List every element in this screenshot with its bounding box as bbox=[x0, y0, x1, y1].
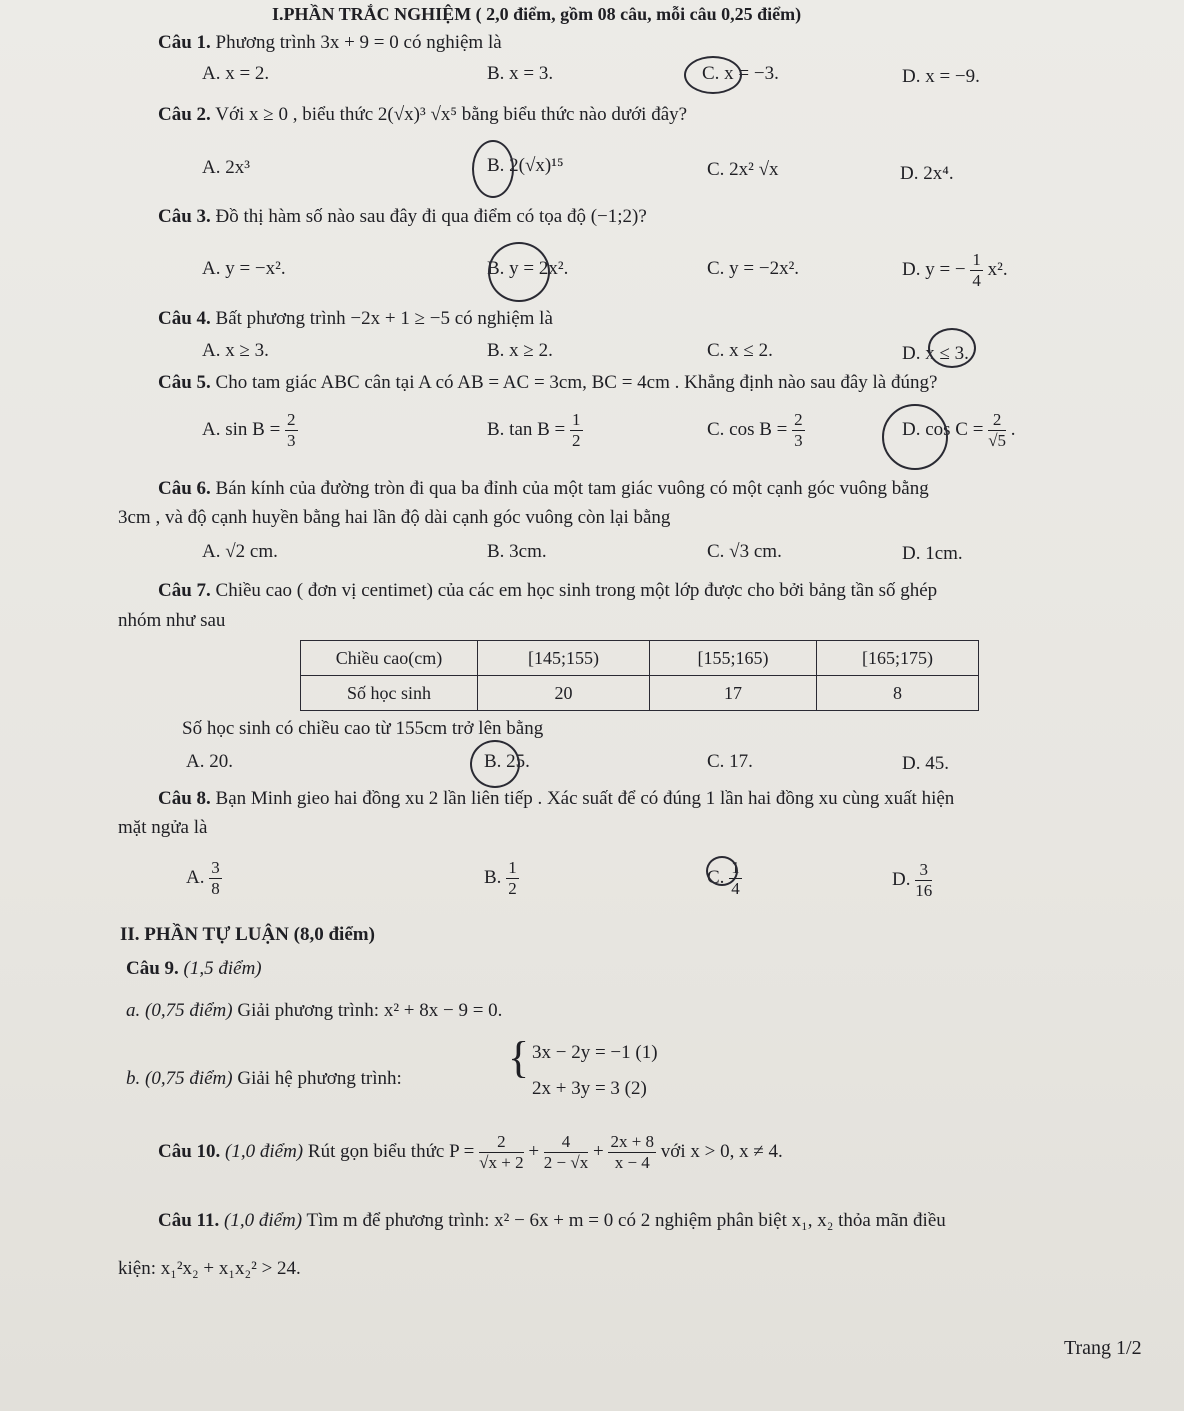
q4-text: Bất phương trình −2x + 1 ≥ −5 có nghiệm là bbox=[215, 308, 553, 329]
q8-option-b-fraction bbox=[506, 858, 519, 899]
table-row bbox=[301, 676, 979, 711]
q5-option-d-post: . bbox=[1010, 418, 1016, 440]
fraction-numerator: 1 bbox=[572, 410, 581, 429]
answer-circle-mark bbox=[684, 56, 742, 94]
q9b-text: Giải hệ phương trình: bbox=[237, 1068, 402, 1089]
table-header-cell: Chiều cao(cm) bbox=[301, 641, 478, 676]
table-row bbox=[301, 641, 979, 676]
table-cell: 20 bbox=[478, 676, 650, 711]
q10-label: Câu 10. bbox=[158, 1140, 221, 1162]
q8-option-b bbox=[484, 858, 519, 899]
answer-circle-mark bbox=[706, 856, 738, 886]
q5-option-c-prefix: C. cos B = bbox=[707, 418, 788, 440]
q5-option-a bbox=[202, 410, 298, 451]
fraction-numerator: 1 bbox=[508, 858, 517, 877]
q5-option-d-fraction bbox=[988, 410, 1006, 451]
q5-option-b bbox=[487, 410, 583, 451]
q7-option-d: D. 45. bbox=[902, 753, 949, 774]
q10-condition: với x > 0, x ≠ 4. bbox=[660, 1140, 783, 1162]
q3-option-d-prefix: D. y = − bbox=[902, 258, 966, 280]
q8-option-d bbox=[892, 860, 932, 901]
fraction-numerator: 3 bbox=[915, 860, 932, 881]
q9-part-a bbox=[126, 1000, 502, 1022]
q8-option-c-prefix: C. bbox=[707, 866, 725, 888]
question-4 bbox=[158, 308, 553, 330]
q9-points: (1,5 điểm) bbox=[183, 958, 262, 979]
q7-option-a: A. 20. bbox=[186, 751, 233, 772]
q4-option-a: A. x ≥ 3. bbox=[202, 340, 269, 361]
q11-points: (1,0 điểm) bbox=[224, 1210, 303, 1231]
q11-text-line-2: kiện: x₁²x₂ + x₁x₂² > 24. bbox=[118, 1258, 301, 1279]
q1-option-b: B. x = 3. bbox=[487, 63, 554, 84]
q7-text-line-3: Số học sinh có chiều cao từ 155cm trở lên bằng bbox=[182, 718, 544, 739]
q8-option-d-fraction bbox=[915, 860, 932, 901]
fraction-denominator: 2 bbox=[572, 431, 581, 450]
q9a-text: Giải phương trình: x² + 8x − 9 = 0. bbox=[237, 1000, 503, 1021]
question-9 bbox=[126, 958, 262, 980]
fraction-denominator: 3 bbox=[287, 431, 296, 450]
question-3 bbox=[158, 206, 647, 228]
answer-circle-mark bbox=[472, 140, 514, 198]
table-header-cell: [145;155) bbox=[478, 641, 650, 676]
q2-option-a: A. 2x³ bbox=[202, 157, 250, 178]
question-1 bbox=[158, 32, 502, 54]
q2-option-c: C. 2x² √x bbox=[707, 159, 779, 180]
q6-option-c: C. √3 cm. bbox=[707, 541, 782, 562]
q6-text-line-1: Bán kính của đường tròn đi qua ba đỉnh của một tam giác vuông có một cạnh góc vuông bằng bbox=[215, 478, 929, 499]
part2-header: II. PHẦN TỰ LUẬN (8,0 điểm) bbox=[120, 924, 375, 945]
q2-label: Câu 2. bbox=[158, 104, 211, 125]
fraction-numerator: 2x + 8 bbox=[610, 1132, 655, 1151]
q10-text: Rút gọn biểu thức P = bbox=[307, 1140, 475, 1162]
fraction-denominator: 2 − √x bbox=[543, 1153, 589, 1172]
fraction-denominator: 4 bbox=[731, 879, 740, 898]
fraction-numerator: 1 bbox=[972, 250, 981, 269]
q8-option-a-prefix: A. bbox=[186, 866, 205, 888]
q11-label: Câu 11. bbox=[158, 1210, 220, 1231]
q5-option-c bbox=[707, 410, 805, 451]
q8-option-a bbox=[186, 858, 222, 899]
q4-label: Câu 4. bbox=[158, 308, 211, 329]
q4-option-c: C. x ≤ 2. bbox=[707, 340, 773, 361]
frequency-table bbox=[300, 640, 979, 711]
q5-label: Câu 5. bbox=[158, 372, 211, 393]
q10-fraction-2 bbox=[544, 1132, 588, 1173]
q7-label: Câu 7. bbox=[158, 580, 211, 601]
question-5 bbox=[158, 372, 937, 394]
q5-option-a-prefix: A. sin B = bbox=[202, 418, 281, 440]
table-cell: 17 bbox=[650, 676, 817, 711]
q1-text: Phương trình 3x + 9 = 0 có nghiệm là bbox=[215, 32, 502, 53]
fraction-numerator: 3 bbox=[211, 858, 220, 877]
q6-option-a: A. √2 cm. bbox=[202, 541, 278, 562]
q10-points: (1,0 điểm) bbox=[225, 1140, 304, 1162]
q1-option-d: D. x = −9. bbox=[902, 66, 980, 87]
q11-text: Tìm m để phương trình: x² − 6x + m = 0 có 2 nghiệm phân biệt x₁, x₂ thỏa mãn điều bbox=[306, 1210, 946, 1231]
page-number: Trang 1/2 bbox=[1064, 1337, 1142, 1359]
q5-option-b-prefix: B. tan B = bbox=[487, 418, 566, 440]
q6-option-b: B. 3cm. bbox=[487, 541, 547, 562]
fraction-denominator: √5 bbox=[988, 431, 1007, 450]
q10-fraction-1 bbox=[479, 1132, 523, 1173]
q8-text-line-1: Bạn Minh gieo hai đồng xu 2 lần liên tiếp . Xác suất để có đúng 1 lần hai đồng xu cùng xuất hiện bbox=[215, 788, 955, 809]
q8-option-b-prefix: B. bbox=[484, 866, 502, 888]
question-2 bbox=[158, 104, 687, 126]
q3-option-b: B. y = 2x². bbox=[487, 258, 569, 279]
fraction-numerator: 2 bbox=[479, 1132, 523, 1153]
question-11 bbox=[158, 1210, 946, 1232]
q7-text-line-1: Chiều cao ( đơn vị centimet) của các em học sinh trong một lớp được cho bởi bảng tần số ghép bbox=[215, 580, 938, 601]
q5-option-a-fraction bbox=[285, 410, 298, 451]
q3-option-d bbox=[902, 250, 1008, 291]
fraction-numerator: 2 bbox=[287, 410, 296, 429]
table-header-cell: [155;165) bbox=[650, 641, 817, 676]
table-header-cell: [165;175) bbox=[817, 641, 979, 676]
fraction-denominator: 16 bbox=[915, 881, 933, 900]
q4-option-b: B. x ≥ 2. bbox=[487, 340, 553, 361]
q2-option-b: B. 2(√x)¹⁵ bbox=[487, 155, 564, 176]
q2-option-d: D. 2x⁴. bbox=[900, 163, 954, 184]
answer-circle-mark bbox=[470, 740, 520, 788]
part1-header: I.PHẦN TRẮC NGHIỆM ( 2,0 điểm, gồm 08 câu, mỗi câu 0,25 điểm) bbox=[272, 4, 802, 24]
q8-option-d-prefix: D. bbox=[892, 868, 911, 890]
table-cell: 8 bbox=[817, 676, 979, 711]
q5-text: Cho tam giác ABC cân tại A có AB = AC = 3cm, BC = 4cm . Khẳng định nào sau đây là đúng? bbox=[215, 372, 938, 393]
q9-label: Câu 9. bbox=[126, 958, 179, 979]
fraction-denominator: 8 bbox=[211, 879, 220, 898]
question-8 bbox=[158, 788, 954, 810]
q1-label: Câu 1. bbox=[158, 32, 211, 53]
fraction-denominator: 3 bbox=[794, 431, 803, 450]
q5-option-d-prefix: D. cos C = bbox=[902, 418, 984, 440]
q5-option-b-fraction bbox=[570, 410, 583, 451]
q7-option-c: C. 17. bbox=[707, 751, 753, 772]
q1-option-a: A. x = 2. bbox=[202, 63, 270, 84]
fraction-numerator: 2 bbox=[794, 410, 803, 429]
q3-label: Câu 3. bbox=[158, 206, 211, 227]
fraction-numerator: 2 bbox=[988, 410, 1006, 431]
q6-text-line-2: 3cm , và độ cạnh huyền bằng hai lần độ dài cạnh góc vuông còn lại bằng bbox=[118, 507, 671, 528]
q8-text-line-2: mặt ngửa là bbox=[118, 817, 208, 838]
answer-circle-mark bbox=[882, 404, 948, 470]
fraction-numerator: 1 bbox=[731, 858, 740, 877]
answer-circle-mark bbox=[928, 328, 976, 368]
system-equation-1: 3x − 2y = −1 (1) bbox=[532, 1042, 658, 1063]
fraction-numerator: 4 bbox=[544, 1132, 588, 1153]
q3-option-c: C. y = −2x². bbox=[707, 258, 800, 279]
q3-text: Đồ thị hàm số nào sau đây đi qua điểm có tọa độ (−1;2)? bbox=[215, 206, 647, 227]
q5-option-c-fraction bbox=[792, 410, 805, 451]
question-10: Câu 10. (1,0 điểm) Rút gọn biểu thức P = $\frac{2}{√x + 2}$ + $\frac{4}{2 - √x}$ + $\frac{2x + 8}{x - 4}$ với x > 0, x ≠ 4. bbox=[158, 1132, 783, 1172]
q3-option-d-tail: x². bbox=[987, 258, 1008, 280]
system-brace: { bbox=[508, 1033, 530, 1082]
fraction-denominator: 4 bbox=[972, 271, 981, 290]
q9-part-b bbox=[126, 1068, 402, 1090]
q1-option-c: C. x = −3. bbox=[702, 63, 779, 84]
q9b-points: b. (0,75 điểm) bbox=[126, 1068, 233, 1089]
q8-label: Câu 8. bbox=[158, 788, 211, 809]
table-cell: Số học sinh bbox=[301, 676, 478, 711]
fraction-denominator: √x + 2 bbox=[479, 1153, 524, 1172]
q3-option-a: A. y = −x². bbox=[202, 258, 286, 279]
q7-text-line-2: nhóm như sau bbox=[118, 610, 226, 631]
q10-fraction-3 bbox=[608, 1132, 656, 1173]
q2-text: Với x ≥ 0 , biểu thức 2(√x)³ √x⁵ bằng biểu thức nào dưới đây? bbox=[215, 104, 688, 125]
system-equation-2: 2x + 3y = 3 (2) bbox=[532, 1078, 647, 1099]
q6-option-d: D. 1cm. bbox=[902, 543, 963, 564]
q3-option-d-fraction bbox=[970, 250, 983, 291]
answer-circle-mark bbox=[488, 242, 550, 302]
q6-label: Câu 6. bbox=[158, 478, 211, 499]
fraction-denominator: 2 bbox=[508, 879, 517, 898]
fraction-denominator: x − 4 bbox=[614, 1153, 650, 1172]
q7-option-b: B. 25. bbox=[484, 751, 530, 772]
question-6 bbox=[158, 478, 929, 500]
q4-option-d: D. x ≤ 3. bbox=[902, 343, 969, 364]
q8-option-a-fraction bbox=[209, 858, 222, 899]
question-7 bbox=[158, 580, 937, 602]
q9a-points: a. (0,75 điểm) bbox=[126, 1000, 233, 1021]
